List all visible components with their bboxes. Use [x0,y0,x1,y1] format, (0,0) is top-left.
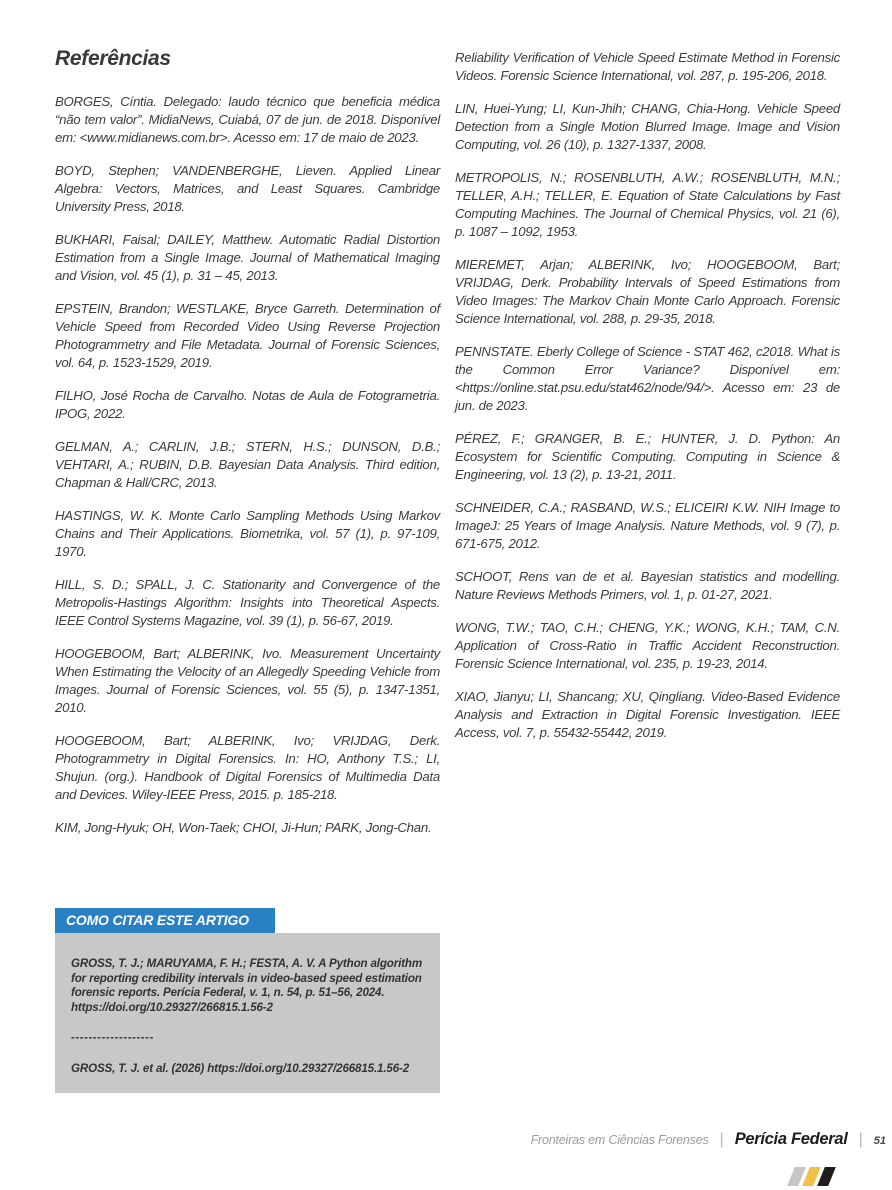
page-footer [531,1130,886,1149]
reference-entry: HOOGEBOOM, Bart; ALBERINK, Ivo; VRIJDAG, Derk. Photogrammetry in Digital Forensics. In: HO, Anthony T.S.; LI, Shujun. (org.). Handbook of Digital Forensics of Multimedia Data and Devices. Wiley-IEEE Press, 2015. p. 185-218. [55,733,440,802]
footer-publication-name: Perícia Federal [734,1130,848,1148]
footer-page-number: 51 [873,1135,886,1147]
reference-entry: SCHOOT, Rens van de et al. Bayesian statistics and modelling. Nature Reviews Methods Primers, vol. 1, p. 01-27, 2021. [455,569,840,602]
footer-separator: | [858,1131,863,1148]
reference-entry: GELMAN, A.; CARLIN, J.B.; STERN, H.S.; DUNSON, D.B.; VEHTARI, A.; RUBIN, D.B. Bayesian Data Analysis. Third edition, Chapman & Hall/CRC, 2013. [55,439,440,490]
reference-entry: EPSTEIN, Brandon; WESTLAKE, Bryce Garreth. Determination of Vehicle Speed from Recorded Video Using Reverse Projection Photogrammetry and File Metadata. Journal of Forensic Sciences, vol. 64, p. 1523-1529, 2019. [55,301,440,370]
reference-entry: HASTINGS, W. K. Monte Carlo Sampling Methods Using Markov Chains and Their Applications. Biometrika, vol. 57 (1), p. 97-109, 1970. [55,508,440,559]
citation-box-header: COMO CITAR ESTE ARTIGO [55,908,275,933]
reference-entry: PÉREZ, F.; GRANGER, B. E.; HUNTER, J. D. Python: An Ecosystem for Scientific Computing. Computing in Science & Engineering, vol. 13 (2), p. 13-21, 2011. [455,431,840,482]
citation-divider: ------------------- [71,1031,154,1044]
reference-entry: LIN, Huei-Yung; LI, Kun-Jhih; CHANG, Chia-Hong. Vehicle Speed Detection from a Single Motion Blurred Image. Image and Vision Computing, vol. 26 (10), p. 1327-1337, 2008. [455,101,840,152]
reference-entry: SCHNEIDER, C.A.; RASBAND, W.S.; ELICEIRI K.W. NIH Image to ImageJ: 25 Years of Image Analysis. Nature Methods, vol. 9 (7), p. 671-675, 2012. [455,500,840,551]
references-column-left [55,45,440,837]
citation-short-text: GROSS, T. J. et al. (2026) https://doi.org/10.29327/266815.1.56-2 [71,1062,409,1075]
reference-entry: Reliability Verification of Vehicle Speed Estimate Method in Forensic Videos. Forensic Science International, vol. 287, p. 195-206, 2018. [455,50,840,83]
reference-entry: HOOGEBOOM, Bart; ALBERINK, Ivo. Measurement Uncertainty When Estimating the Velocity of an Allegedly Speeding Vehicle from Images. Journal of Forensic Sciences, vol. 55 (5), p. 1347-1351, 2010. [55,646,440,715]
references-column-right [455,45,840,742]
reference-entry: WONG, T.W.; TAO, C.H.; CHENG, Y.K.; WONG, K.H.; TAM, C.N. Application of Cross-Ratio in Traffic Accident Reconstruction. Forensic Science International, vol. 235, p. 19-23, 2014. [455,620,840,671]
reference-entry: XIAO, Jianyu; LI, Shancang; XU, Qingliang. Video-Based Evidence Analysis and Extraction in Digital Forensic Investigation. IEEE Access, vol. 7, p. 55432-55442, 2019. [455,689,840,740]
reference-entry: KIM, Jong-Hyuk; OH, Won-Taek; CHOI, Ji-Hun; PARK, Jong-Chan. [55,820,432,835]
citation-box [55,908,440,1093]
reference-entry: FILHO, José Rocha de Carvalho. Notas de Aula de Fotogrametria. IPOG, 2022. [55,388,440,421]
reference-entry: HILL, S. D.; SPALL, J. C. Stationarity and Convergence of the Metropolis-Hastings Algorithm: Insights into Theoretical Aspects. IEEE Control Systems Magazine, vol. 39 (1), p. 56-67, 2019. [55,577,440,628]
reference-entry: BOYD, Stephen; VANDENBERGHE, Lieven. Applied Linear Algebra: Vectors, Matrices, and Least Squares. Cambridge University Press, 2018. [55,163,440,214]
reference-entry: PENNSTATE. Eberly College of Science - STAT 462, c2018. What is the Common Error Variance? Disponível em: <https://online.stat.psu.edu/stat462/node/94/>. Acesso em: 23 de jun. de 2023. [455,344,840,413]
citation-box-body [55,933,440,1093]
page-title: Referências [55,47,171,70]
journal-logo-stripes-icon [791,1167,832,1186]
reference-entry: MIEREMET, Arjan; ALBERINK, Ivo; HOOGEBOOM, Bart; VRIJDAG, Derk. Probability Intervals of Speed Estimations from Video Images: The Markov Chain Monte Carlo Approach. Forensic Science International, vol. 288, p. 29-35, 2018. [455,257,840,326]
footer-separator: | [719,1131,724,1148]
reference-entry: METROPOLIS, N.; ROSENBLUTH, A.W.; ROSENBLUTH, M.N.; TELLER, A.H.; TELLER, E. Equation of State Calculations by Fast Computing Machines. The Journal of Chemical Physics, vol. 21 (6), p. 1087 – 1092, 1953. [455,170,840,239]
footer-journal-name: Fronteiras em Ciências Forenses [530,1133,709,1147]
logo-stripe-black [817,1167,836,1186]
reference-entry: BORGES, Cíntia. Delegado: laudo técnico que beneficia médica “não tem valor”. MidiaNews, Cuiabá, 07 de jun. de 2018. Disponível em: <www.midianews.com.br>. Acesso em: 17 de maio de 2023. [55,94,440,145]
reference-entry: BUKHARI, Faisal; DAILEY, Matthew. Automatic Radial Distortion Estimation from a Single Image. Journal of Mathematical Imaging and Vision, vol. 45 (1), p. 31 – 45, 2013. [55,232,440,283]
citation-full-text: GROSS, T. J.; MARUYAMA, F. H.; FESTA, A. V. A Python algorithm for reporting credibility intervals in video-based speed estimation forensic reports. Perícia Federal, v. 1, n. 54, p. 51–56, 2024. https://doi.org/10.29327/266815.1.56-2 [71,957,422,1014]
